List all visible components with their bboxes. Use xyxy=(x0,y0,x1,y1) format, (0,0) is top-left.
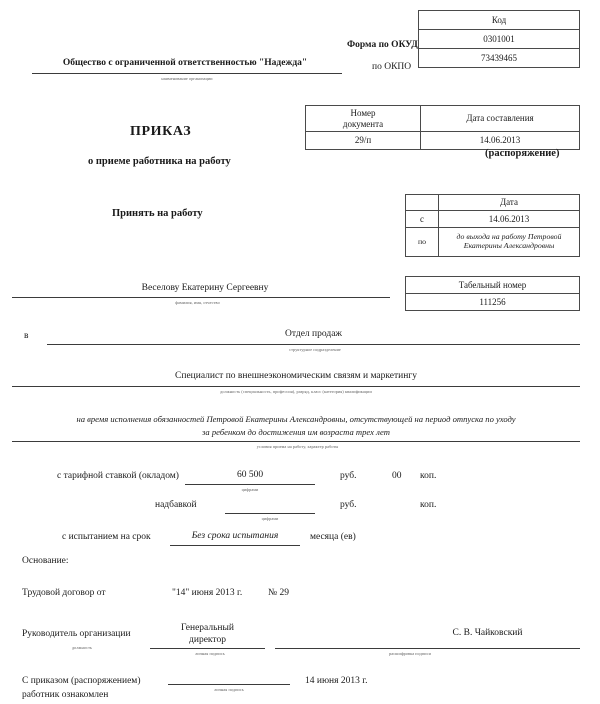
code-header-cell: Код xyxy=(419,11,580,30)
employee-name-rule xyxy=(12,297,390,298)
probation-rule xyxy=(170,545,300,546)
docdate-value-cell: 14.06.2013 xyxy=(421,132,580,150)
probation-label: с испытанием на срок xyxy=(62,532,151,542)
okud-value-cell: 0301001 xyxy=(419,30,580,49)
pay-bonus-rub-label: руб. xyxy=(340,500,357,510)
acknowledgment-signature-rule xyxy=(168,684,290,685)
period-corner-cell xyxy=(406,195,439,211)
okpo-label: по ОКПО xyxy=(372,62,412,72)
contract-date: "14" июня 2013 г. xyxy=(172,588,243,598)
acknowledgment-line2: работник ознакомлен xyxy=(22,690,109,700)
position-value: Специалист по внешнеэкономическим связям и маркетингу xyxy=(175,371,417,381)
code-table-okud-row xyxy=(419,30,580,49)
organization-name: Общество с ограниченной ответственностью "Надежда" xyxy=(62,58,308,68)
docnum-header-cell xyxy=(306,106,421,132)
department-caption: структурное подразделение xyxy=(289,347,341,352)
conditions-line1: на время исполнения обязанностей Петровой Екатерины Александровны, отсутствующей на период отпуска по уходу xyxy=(76,414,516,424)
head-name: С. В. Чайковский xyxy=(452,628,523,638)
period-to-value-line2: Екатерины Александровны xyxy=(463,241,555,250)
acknowledgment-date: 14 июня 2013 г. xyxy=(305,676,368,686)
okpo-value-cell: 73439465 xyxy=(419,49,580,68)
position-caption: должность (специальность, профессия), разряд, класс (категория) квалификации xyxy=(220,389,372,394)
period-header-row xyxy=(406,195,580,211)
order-alt-label: (распоряжение) xyxy=(485,148,560,159)
pay-rub-label: руб. xyxy=(340,471,357,481)
page-subtitle: о приеме работника на работу xyxy=(88,156,231,167)
department-value: Отдел продаж xyxy=(285,329,342,339)
employee-name: Веселову Екатерину Сергеевну xyxy=(141,283,269,293)
contract-number: № 29 xyxy=(268,588,289,598)
period-date-header: Дата xyxy=(439,195,580,211)
docnum-value-cell: 29/п xyxy=(306,132,421,150)
probation-suffix: месяца (ев) xyxy=(310,532,356,542)
document-number-table xyxy=(305,105,580,150)
code-table-header-row xyxy=(419,11,580,30)
form-okud-label-right: Форма по ОКУД xyxy=(347,40,418,50)
head-name-rule xyxy=(275,648,580,649)
tab-number-table xyxy=(405,276,580,311)
acknowledgment-signature-caption: личная подпись xyxy=(214,687,244,692)
period-from-label: с xyxy=(406,211,439,228)
pay-bonus-label: надбавкой xyxy=(155,500,197,510)
period-to-row xyxy=(406,228,580,257)
pay-kop-label: коп. xyxy=(420,471,437,481)
conditions-caption: условия приема на работу, характер работы xyxy=(256,444,339,449)
pay-kop-value: 00 xyxy=(392,471,402,481)
department-prefix: в xyxy=(24,331,29,341)
head-signature-rule xyxy=(150,648,265,649)
code-table-okpo-row xyxy=(419,49,580,68)
period-to-label: по xyxy=(406,228,439,257)
pay-bonus-rule xyxy=(225,513,315,514)
head-signature-caption: личная подпись xyxy=(195,651,225,656)
pay-rate-rule xyxy=(185,484,315,485)
tabnum-header-cell: Табельный номер xyxy=(406,277,580,294)
tabnum-header-row xyxy=(406,277,580,294)
basis-label: Основание: xyxy=(22,556,69,566)
pay-bonus-kop-label: коп. xyxy=(420,500,437,510)
pay-rate-caption: цифрами xyxy=(241,487,259,492)
pay-rate-value: 60 500 xyxy=(236,470,264,480)
organization-caption: наименование организации xyxy=(161,76,213,81)
department-rule xyxy=(47,344,580,345)
tabnum-value-cell: 111256 xyxy=(406,294,580,311)
docnum-header-line2: документа xyxy=(342,118,384,129)
head-name-caption: расшифровка подписи xyxy=(389,651,431,656)
docnum-header-line1: Номер xyxy=(350,108,376,119)
organization-rule xyxy=(32,73,342,74)
tabnum-value-row xyxy=(406,294,580,311)
probation-value: Без срока испытания xyxy=(191,531,279,541)
pay-bonus-caption: цифрами xyxy=(261,516,279,521)
period-to-value xyxy=(439,228,580,257)
code-table xyxy=(418,10,580,68)
hire-period-table xyxy=(405,194,580,257)
head-position-line2: директор xyxy=(189,635,226,645)
head-label: Руководитель организации xyxy=(22,629,131,639)
period-to-value-line1: до выхода на работу Петровой xyxy=(456,232,562,242)
page-title: ПРИКАЗ xyxy=(130,124,192,139)
docnum-header-row xyxy=(306,106,580,132)
hire-label: Принять на работу xyxy=(112,208,203,219)
acknowledgment-line1: С приказом (распоряжением) xyxy=(22,676,141,686)
docnum-value-row xyxy=(306,132,580,150)
head-position-line1: Генеральный xyxy=(181,623,234,633)
contract-label: Трудовой договор от xyxy=(22,588,106,598)
employee-name-caption: фамилия, имя, отчество xyxy=(175,300,220,305)
conditions-rule xyxy=(12,441,580,442)
pay-rate-label: с тарифной ставкой (окладом) xyxy=(57,471,179,481)
period-from-row xyxy=(406,211,580,228)
docdate-header-cell: Дата составления xyxy=(421,106,580,132)
conditions-line2: за ребенком до достижения им возраста трех лет xyxy=(202,427,390,437)
position-rule xyxy=(12,386,580,387)
head-caption: должность xyxy=(71,645,93,650)
period-from-value: 14.06.2013 xyxy=(439,211,580,228)
